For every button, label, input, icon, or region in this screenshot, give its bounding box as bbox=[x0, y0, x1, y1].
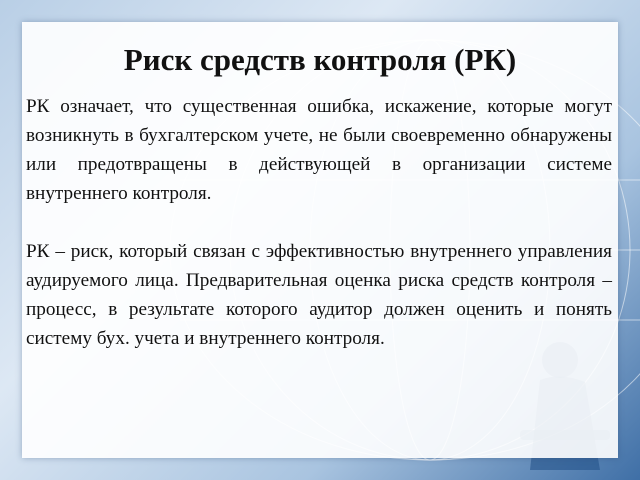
paragraph-rk-assessment: РК – риск, который связан с эффективностью внутреннего управления аудируемого лица. Предварительная оценка риска средств контроля – процесс, в результате которого аудитор должен оценить и понять систему бух. учета и внутреннего контроля. bbox=[26, 241, 612, 349]
paragraph-rk-definition: РК означает, что существенная ошибка, искажение, которые могут возникнуть в бухгалтерском учете, не были своевременно обнаружены или предотвращены в действующей в организации системе внутреннего контроля. bbox=[26, 96, 612, 204]
slide-body bbox=[26, 92, 612, 353]
slide-title: Риск средств контроля (РК) bbox=[123, 42, 517, 77]
